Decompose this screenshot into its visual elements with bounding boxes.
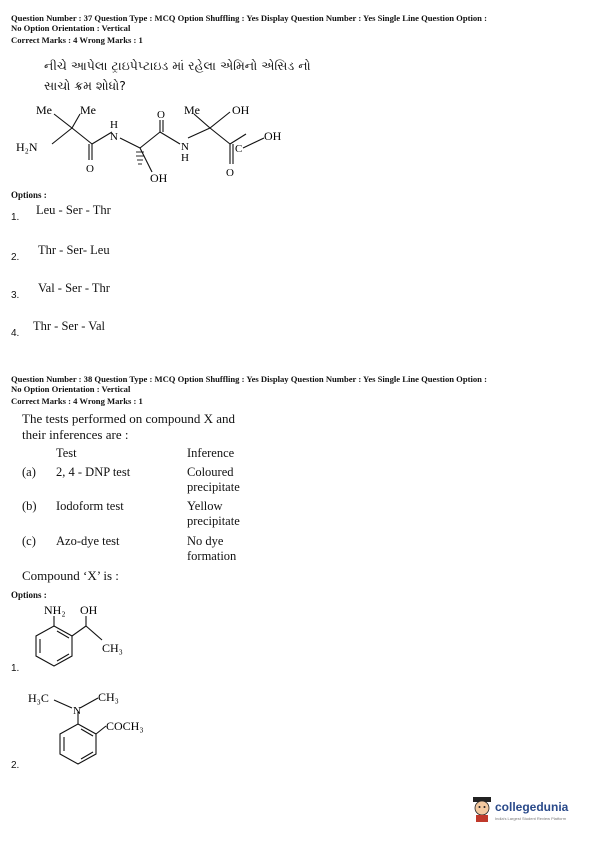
- label-me3: Me: [184, 103, 200, 117]
- row-b-test: Iodoform test: [56, 499, 124, 513]
- q38-option2-structure[interactable]: [24, 686, 164, 766]
- q37-marks: Correct Marks : 4 Wrong Marks : 1: [11, 35, 143, 45]
- row-b-label: (b): [22, 499, 37, 513]
- row-c-inference-l1: No dye: [187, 534, 224, 548]
- label-n-bot: N: [181, 141, 189, 153]
- table-header-test: Test: [56, 446, 77, 460]
- q37-options-label: Options :: [11, 190, 47, 200]
- label-o1: O: [86, 163, 94, 175]
- label-coch3: COCH₃: [106, 719, 144, 733]
- q38-marks: Correct Marks : 4 Wrong Marks : 1: [11, 396, 143, 406]
- label-oh-right: OH: [264, 129, 282, 143]
- row-b-inference-l1: Yellow: [187, 499, 223, 513]
- row-b-inference: [187, 499, 240, 529]
- row-c-label: (c): [22, 534, 36, 548]
- label-ch3-2: CH₃: [98, 690, 119, 704]
- label-oh-top: OH: [232, 103, 250, 117]
- row-a-test: 2, 4 - DNP test: [56, 465, 131, 479]
- q37-option2[interactable]: Thr - Ser- Leu: [38, 243, 110, 257]
- row-b-inference-l2: precipitate: [187, 514, 240, 528]
- q38-header-line1: Question Number : 38 Question Type : MCQ Option Shuffling : Yes Display Question Number : Yes Single Line Question Option :: [11, 374, 487, 384]
- q37-tripeptide-structure: [14, 98, 314, 190]
- q38-option1-structure[interactable]: [24, 600, 144, 672]
- row-a-inference: [187, 465, 240, 495]
- q37-option3[interactable]: Val - Ser - Thr: [38, 281, 110, 295]
- mascot-icon: [471, 796, 493, 822]
- q38-options-label: Options :: [11, 590, 47, 600]
- label-h3c: H₃C: [28, 691, 49, 705]
- q37-question-line1: નીચે આપેલા ટ્રાઇપેપ્ટાઇડ માં રહેલા એમિનો એસિડ નો: [44, 58, 311, 73]
- row-c-inference-l2: formation: [187, 549, 237, 563]
- collegedunia-logo: [471, 794, 581, 830]
- label-nh2: NH₂: [44, 603, 66, 617]
- logo-tagline: India's Largest Student Review Platform: [495, 816, 567, 821]
- label-h-bot: H: [181, 152, 189, 164]
- q38-compound-prompt: Compound ‘X’ is :: [22, 568, 119, 583]
- q38-question: [22, 411, 235, 443]
- q37-header-line2: No Option Orientation : Vertical: [11, 23, 131, 33]
- logo-text: collegedunia: [495, 800, 569, 814]
- q38-option1-number: 1.: [11, 663, 20, 674]
- q37-question-line2: સાચો ક્રમ શોધો?: [44, 78, 126, 93]
- q38-option2-number: 2.: [11, 760, 20, 771]
- q37-option3-number: 3.: [11, 290, 20, 301]
- label-n-top: N: [110, 131, 118, 143]
- q37-header-line1: Question Number : 37 Question Type : MCQ Option Shuffling : Yes Display Question Number : Yes Single Line Question Option :: [11, 13, 487, 23]
- q37-option1[interactable]: Leu - Ser - Thr: [36, 203, 111, 217]
- label-h2n: H₂N: [16, 140, 38, 154]
- row-a-label: (a): [22, 465, 36, 479]
- q37-option4-number: 4.: [11, 328, 20, 339]
- row-a-inference-l1: Coloured: [187, 465, 234, 479]
- label-o2: O: [157, 109, 165, 121]
- label-c: C: [235, 143, 243, 155]
- table-header-inference: Inference: [187, 446, 235, 460]
- label-n: N: [73, 705, 81, 717]
- label-ch3: CH₃: [102, 641, 123, 655]
- label-oh-bottom: OH: [150, 171, 168, 185]
- q37-option1-number: 1.: [11, 212, 20, 223]
- q38-question-line2: their inferences are :: [22, 427, 129, 442]
- label-me1: Me: [36, 103, 52, 117]
- q37-option4[interactable]: Thr - Ser - Val: [33, 319, 105, 333]
- q38-header-line2: No Option Orientation : Vertical: [11, 384, 131, 394]
- label-me2: Me: [80, 103, 96, 117]
- row-c-inference: [187, 534, 236, 564]
- q37-option2-number: 2.: [11, 252, 20, 263]
- row-a-inference-l2: precipitate: [187, 480, 240, 494]
- row-c-test: Azo-dye test: [56, 534, 120, 548]
- q37-question: [44, 56, 311, 96]
- q38-question-line1: The tests performed on compound X and: [22, 411, 236, 426]
- label-h-top: H: [110, 119, 118, 131]
- label-oh: OH: [80, 603, 98, 617]
- label-o3: O: [226, 167, 234, 179]
